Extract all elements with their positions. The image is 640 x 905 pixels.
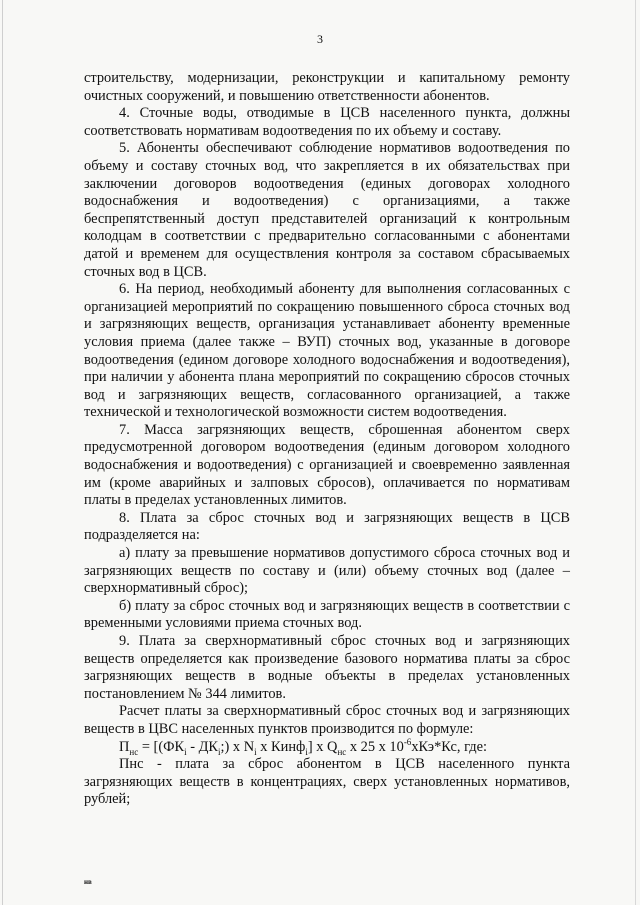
footer-mark: нв — [84, 878, 92, 886]
definition-pnc: Пнс - плата за сброс абонентом в ЦСВ населенного пункта загрязняющих веществ в концентрациях, сверх установленных нормативов, рублей; — [84, 756, 570, 808]
formula-sub: i — [305, 746, 308, 757]
paragraph-4: 4. Сточные воды, отводимые в ЦСВ населенного пункта, должны соответствовать нормативам водоотведения по их объему и составу. — [84, 105, 570, 139]
formula-sub: i — [218, 746, 221, 757]
formula-part: ] x Q — [307, 738, 338, 755]
page-number: 3 — [317, 32, 323, 46]
paragraph-8: 8. Плата за сброс сточных вод и загрязняющих веществ в ЦСВ подразделяется на: — [84, 509, 570, 544]
formula-part: xКэ*Кс, где: — [411, 738, 488, 755]
paragraph-continuation: строительству, модернизации, реконструкции и капитальному ремонту очистных сооружений, и повышению ответственности абонентов. — [84, 70, 570, 104]
scan-edge-right — [635, 0, 636, 905]
paragraph-7: 7. Масса загрязняющих веществ, сброшенная абонентом сверх предусмотренной договором водоотведения (единым договором холодного водоснабжения и водоотведения) с организацией и своевременно заявленная им (кроме аварийных и залповых сбросов), оплачивается по нормативам платы в пределах установленных лимитов. — [84, 421, 570, 509]
formula-part: ;) x N — [220, 738, 255, 755]
formula-lhs: П — [119, 738, 130, 755]
formula-exponent: -6 — [403, 736, 412, 747]
paragraph-8a: а) плату за превышение нормативов допустимого сброса сточных вод и загрязняющих веществ по составу и (или) объему сточных вод (далее – сверхнормативный сброс); — [84, 545, 570, 597]
formula-part: x Кинф — [256, 738, 306, 755]
payment-formula — [84, 736, 570, 757]
formula-lhs-sub: нс — [129, 746, 139, 757]
paragraph-6: 6. На период, необходимый абоненту для выполнения согласованных с организацией мероприятий по сокращению повышенного сброса сточных вод и загрязняющих веществ, организация устанавливает абоненту временные условия приема (далее также – ВУП) сточных вод, указанные в договоре водоотведения (едином договоре холодного водоснабжения и водоотведения), при наличии у абонента плана мероприятий по сокращению сбросов сточных вод и загрязняющих веществ, согласованного организацией, а также технической и технологической возможности систем водоотведения. — [84, 281, 570, 421]
formula-sub: i — [184, 746, 187, 757]
paragraph-8b: б) плату за сброс сточных вод и загрязняющих веществ в соответствии с временными условиями приема сточных вод. — [84, 597, 570, 632]
formula-part: x 25 x 10 — [346, 738, 404, 755]
formula-sub: нс — [337, 746, 347, 757]
formula-part: - ДК — [186, 738, 219, 755]
formula-sub: i — [254, 746, 257, 757]
paragraph-calculation-intro: Расчет платы за сверхнормативный сброс сточных вод и загрязняющих веществ в ЦВС населенных пунктов производится по формуле: — [84, 703, 570, 737]
scan-edge-left — [2, 0, 3, 905]
paragraph-5: 5. Абоненты обеспечивают соблюдение нормативов водоотведения по объему и составу сточных вод, что закрепляется в их обязательствах при заключении договоров водоотведения (единых договорах холодного водоснабжения и водоотведения) с организациями, а также беспрепятственный доступ представителей организаций к контрольным колодцам в соответствии с предварительно согласованными с абонентами датой и временем для осуществления контроля за составом сбрасываемых сточных вод в ЦСВ. — [84, 140, 570, 280]
document-body — [84, 70, 570, 809]
formula-part: = [(ФК — [138, 738, 185, 755]
paragraph-9: 9. Плата за сверхнормативный сброс сточных вод и загрязняющих веществ определяется как произведение базового норматива платы за сброс загрязняющих веществ в водные объекты в пределах установленных постановлением № 344 лимитов. — [84, 633, 570, 702]
